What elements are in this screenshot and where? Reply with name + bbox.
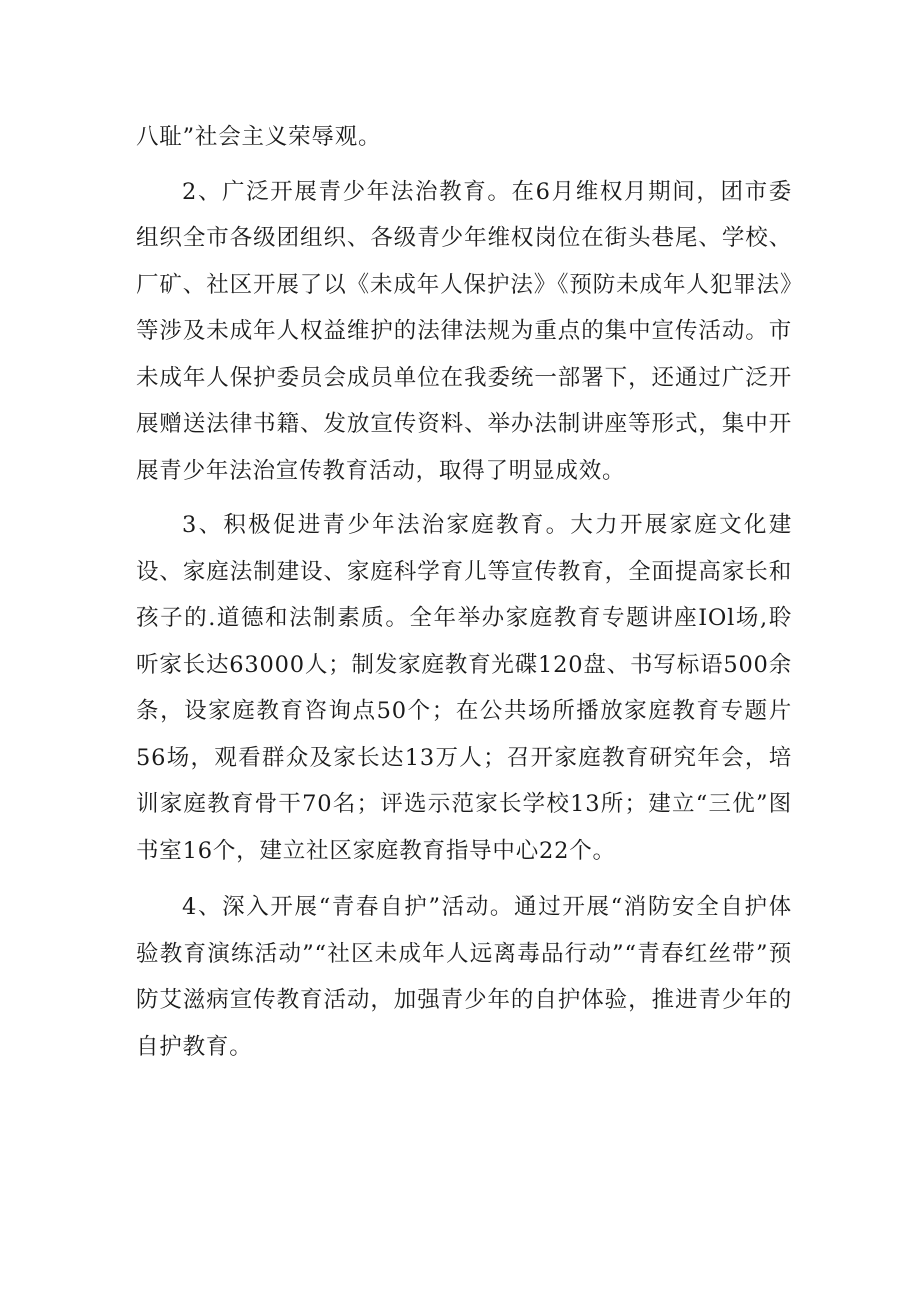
paragraph-3-family-education: 3、积极促进青少年法治家庭教育。大力开展家庭文化建设、家庭法制建设、家庭科学育儿等宣传教育，全面提高家长和孩子的.道德和法制素质。全年举办家庭教育专题讲座IOl场,聆听家长达63000人；制发家庭教育光碟120盘、书写标语500余条，设家庭教育咨询点50个；在公共场所播放家庭教育专题片56场，观看群众及家长达13万人；召开家庭教育研究年会，培训家庭教育骨干70名；评选示范家长学校13所；建立“三优”图书室16个，建立社区家庭教育指导中心22个。 xyxy=(136,512,792,864)
paragraph-4-self-protection: 4、深入开展“青春自护”活动。通过开展“消防安全自护体验教育演练活动”“社区未成年人远离毒品行动”“青春红丝带”预防艾滋病宣传教育活动，加强青少年的自护体验，推进青少年的自护教育。 xyxy=(136,894,792,1060)
continuation-paragraph: 八耻”社会主义荣辱观。 xyxy=(136,124,382,150)
paragraph-2-legal-education: 2、广泛开展青少年法治教育。在6月维权月期间，团市委组织全市各级团组织、各级青少年维权岗位在街头巷尾、学校、厂矿、社区开展了以《未成年人保护法》《预防未成年人犯罪法》等涉及未成年人权益维护的法律法规为重点的集中宣传活动。市未成年人保护委员会成员单位在我委统一部署下，还通过广泛开展赠送法律书籍、发放宣传资料、举办法制讲座等形式，集中开展青少年法治宣传教育活动，取得了明显成效。 xyxy=(136,178,792,484)
document-page xyxy=(136,114,792,1070)
